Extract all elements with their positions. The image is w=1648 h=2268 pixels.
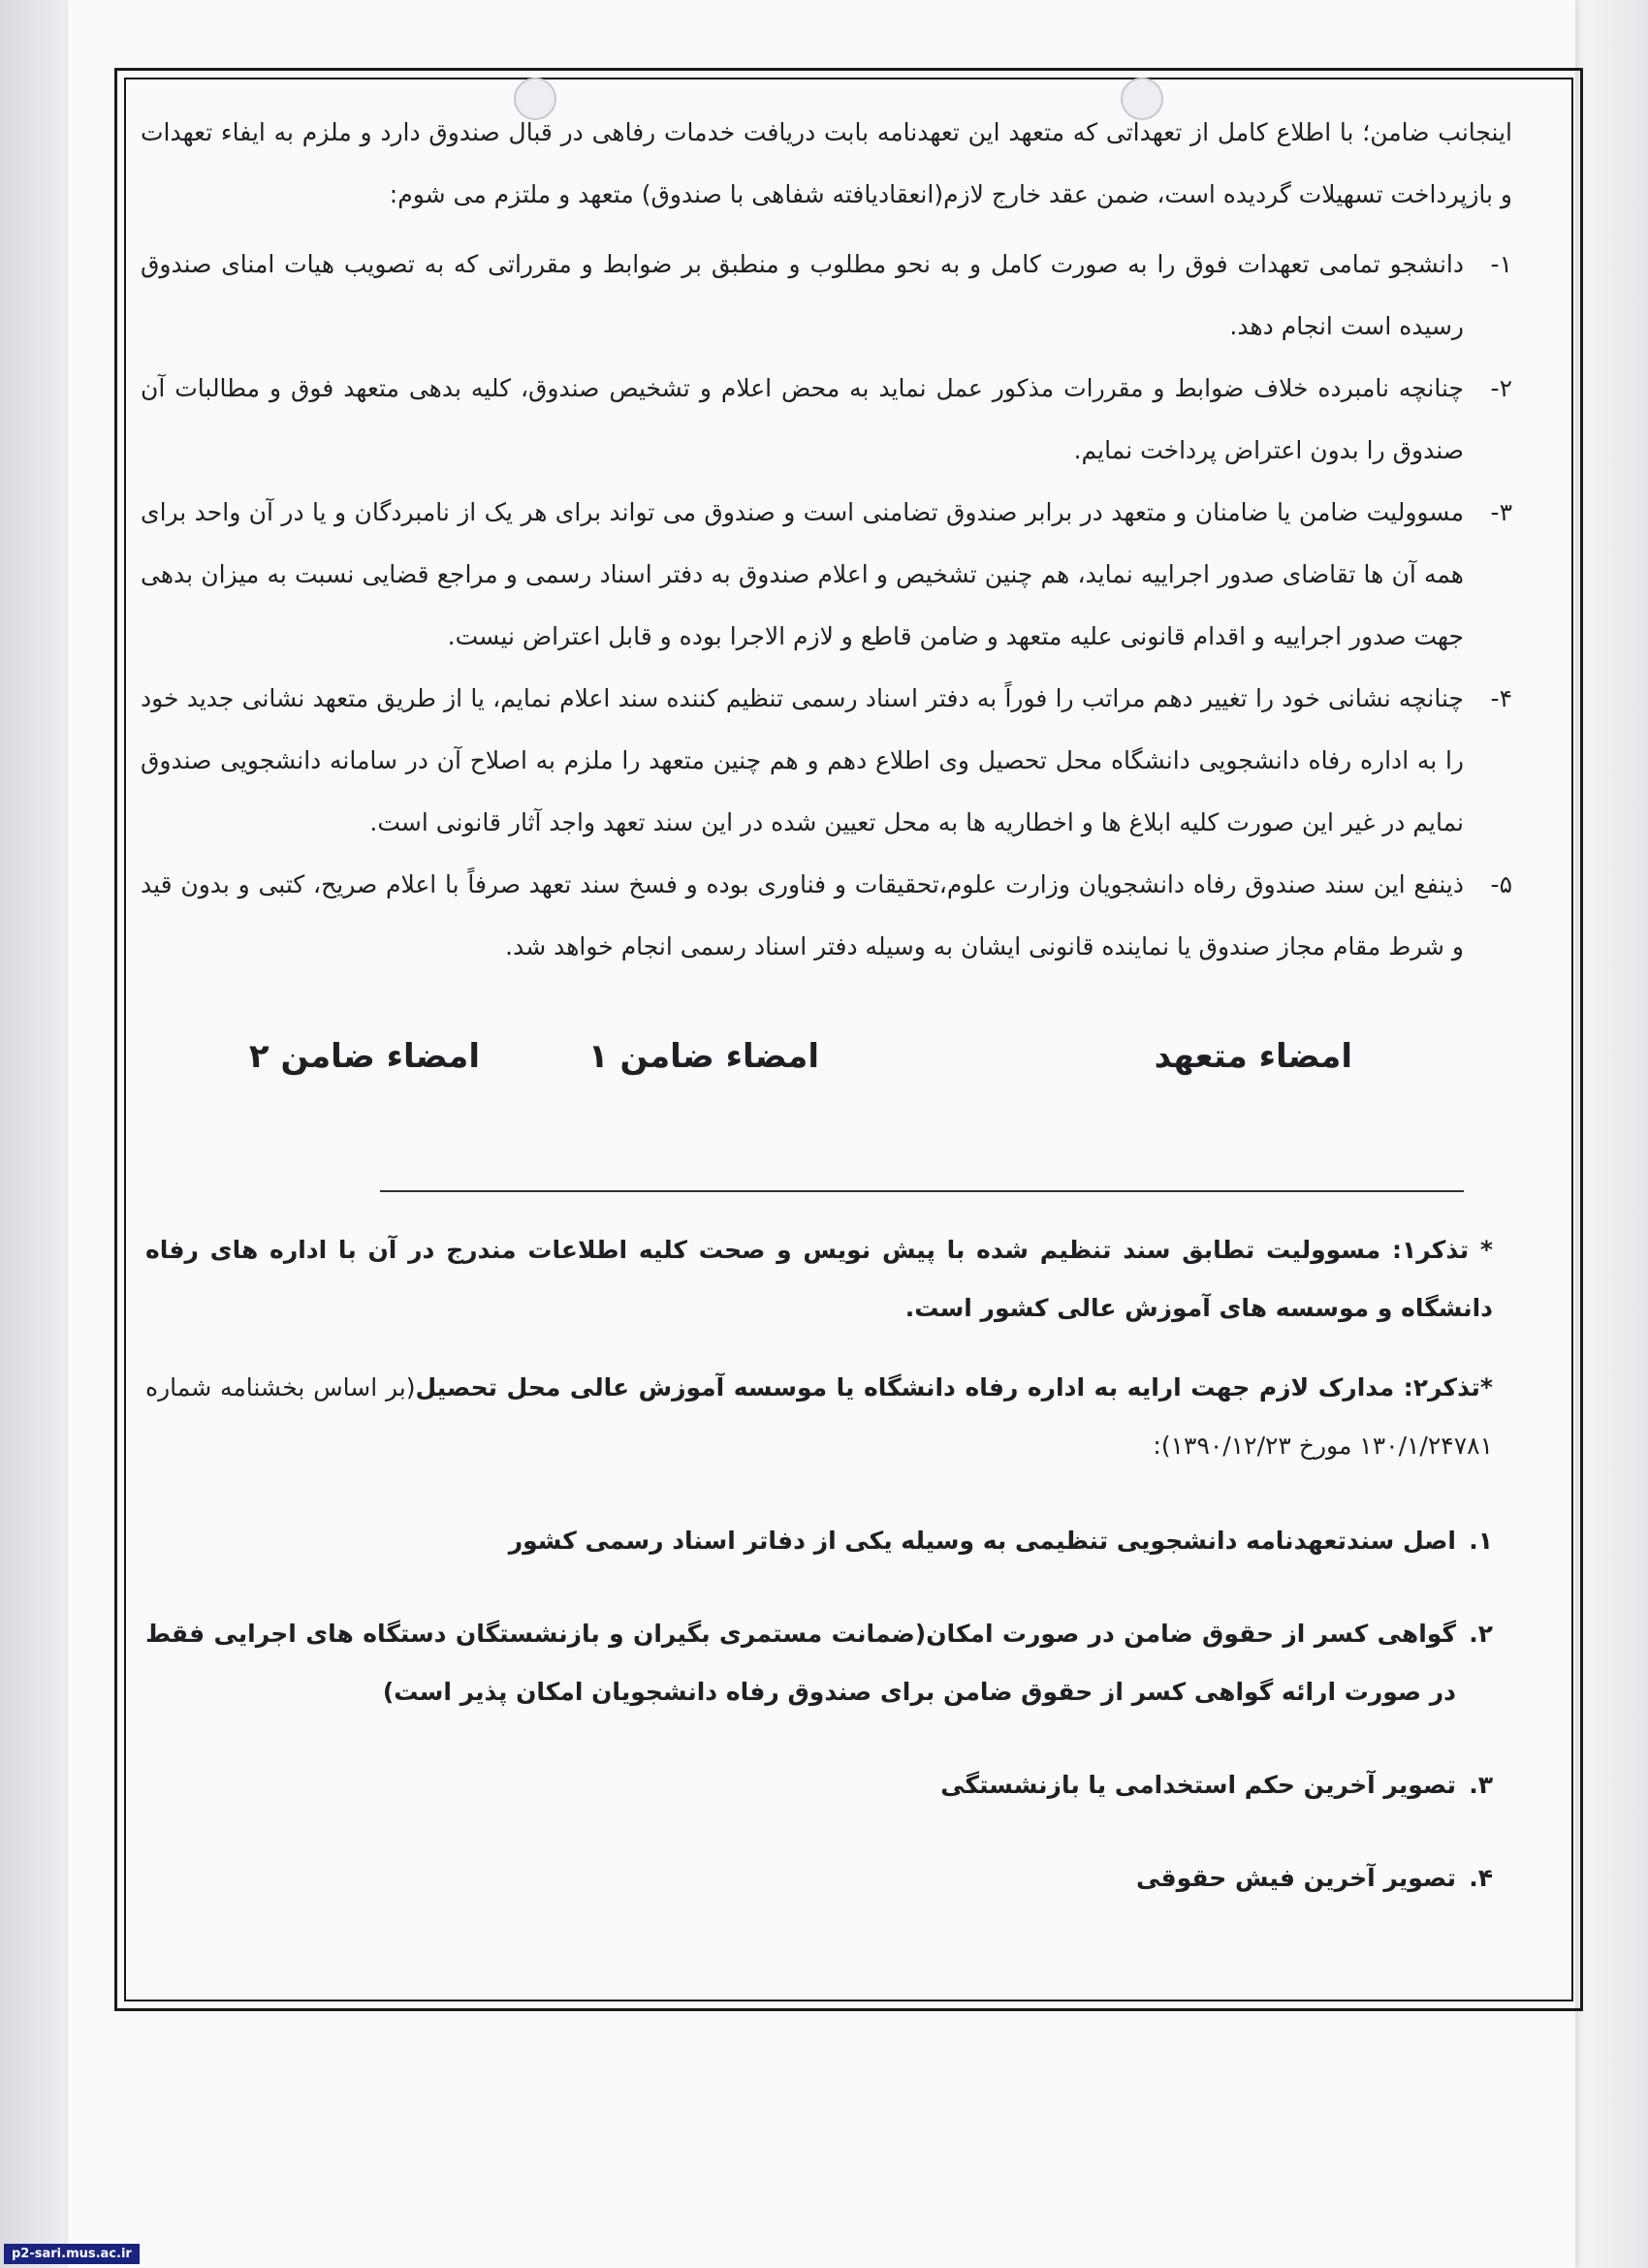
guarantor-1-signature-label: امضاء ضامن ۱: [587, 1037, 819, 1076]
section-divider: [380, 1190, 1464, 1192]
list-item-number: ۴.: [1469, 1864, 1493, 1892]
list-item-text: تصویر آخرین حکم استخدامی یا بازنشستگی: [940, 1771, 1456, 1799]
intro-paragraph: اینجانب ضامن؛ با اطلاع کامل از تعهداتی که متعهد این تعهدنامه بابت دریافت خدمات رفاهی در قبال صندوق دارد و ملزم به ایفاء تعهدات و بازپرداخت تسهیلات گردیده است، ضمن عقد خارج لازم(انعقادیافته شفاهی با صندوق) متعهد و ملتزم می شوم:: [141, 118, 1512, 208]
clause-1: [141, 234, 1512, 358]
note-2: [145, 1359, 1493, 1475]
clause-5: [141, 854, 1512, 978]
note-2-heading: *تذکر۲: مدارک لازم جهت ارایه به اداره رفاه دانشگاه یا موسسه آموزش عالی محل تحصیل: [415, 1373, 1493, 1402]
clause-number: ۲-: [1490, 374, 1512, 402]
site-watermark: p2-sari.mus.ac.ir: [4, 2244, 140, 2264]
clause-text: دانشجو تمامی تعهدات فوق را به صورت کامل و به نحو مطلوب و منطبق بر ضوابط و مقرراتی که به تصویب هیات امنای صندوق رسیده است انجام دهد.: [141, 250, 1464, 340]
scan-edge-left: [0, 0, 68, 2268]
clause-text: مسوولیت ضامن یا ضامنان و متعهد در برابر صندوق تضامنی است و صندوق می تواند برای هر یک از نامبردگان و یا در آن واحد برای همه آن ها تقاضای صدور اجراییه نماید، هم چنین تشخیص و اعلام صندوق به دفتر اسناد رسمی و مراجع قضایی نسبت به میزان بدهی جهت صدور اجراییه و اقدام قانونی علیه متعهد و ضامن قاطع و لازم الاجرا بوده و قابل اعتراض نیست.: [141, 498, 1464, 650]
notes-section: [145, 1221, 1493, 1496]
note-1: * تذکر۱: مسوولیت تطابق سند تنظیم شده با پیش نویس و صحت کلیه اطلاعات مندرج در آن با اداره های رفاه دانشگاه و موسسه های آموزش عالی کشور است.: [145, 1236, 1493, 1322]
list-item: [145, 1849, 1493, 1907]
list-item-number: ۳.: [1469, 1771, 1493, 1799]
list-item: [145, 1605, 1493, 1721]
clause-text: ذینفع این سند صندوق رفاه دانشجویان وزارت علوم،تحقیقات و فناوری بوده و فسخ سند تعهد صرفاً با اعلام صریح، کتبی و بدون قید و شرط مقام مجاز صندوق یا نماینده قانونی ایشان به وسیله دفتر اسناد رسمی انجام خواهد شد.: [141, 870, 1464, 961]
clause-number: ۱-: [1490, 250, 1512, 278]
obligor-signature-label: امضاء متعهد: [1154, 1037, 1352, 1076]
clause-text: چنانچه نشانی خود را تغییر دهم مراتب را فوراً به دفتر اسناد رسمی تنظیم کننده سند اعلام نمایم، یا از طریق متعهد نشانی جدید خود را به اداره رفاه دانشجویی دانشگاه محل تحصیل وی اطلاع دهم و هم چنین متعهد را ملزم به اصلاح آن در سامانه دانشجویی صندوق نمایم در غیر این صورت کلیه ابلاغ ها و اخطاریه ها به محل تعیین شده در این سند تعهد واجد آثار قانونی است.: [141, 684, 1464, 836]
clause-number: ۴-: [1490, 684, 1512, 712]
list-item-number: ۱.: [1469, 1527, 1493, 1555]
clause-4: [141, 668, 1512, 854]
list-item-text: تصویر آخرین فیش حقوقی: [1135, 1864, 1456, 1892]
clause-number: ۳-: [1490, 498, 1512, 526]
list-item: [145, 1756, 1493, 1814]
signature-row: [141, 1037, 1512, 1095]
required-documents-list: [145, 1512, 1493, 1942]
guarantor-2-signature-label: امضاء ضامن ۲: [248, 1037, 480, 1076]
clause-2: [141, 358, 1512, 482]
note-2-reference: (بر اساس بخشنامه شماره ۱۳۰/۱/۲۴۷۸۱ مورخ ۱۳۹۰/۱۲/۲۳):: [145, 1373, 1493, 1460]
list-item-text: گواهی کسر از حقوق ضامن در صورت امکان(ضمانت مستمری بگیران و بازنشستگان دستگاه های اجرایی فقط در صورت ارائه گواهی کسر از حقوق ضامن برای صندوق رفاه دانشجویان امکان پذیر است): [145, 1620, 1456, 1706]
scan-edge-right: [1590, 0, 1648, 2268]
guarantee-text: [141, 102, 1512, 978]
list-item-text: اصل سندتعهدنامه دانشجویی تنظیمی به وسیله یکی از دفاتر اسناد رسمی کشور: [508, 1527, 1456, 1555]
clause-3: [141, 482, 1512, 668]
list-item-number: ۲.: [1469, 1620, 1493, 1648]
clause-number: ۵-: [1490, 870, 1512, 898]
list-item: [145, 1512, 1493, 1570]
clause-text: چنانچه نامبرده خلاف ضوابط و مقررات مذکور عمل نماید به محض اعلام و تشخیص صندوق، کلیه بدهی متعهد فوق و مطالبات آن صندوق را بدون اعتراض پرداخت نمایم.: [141, 374, 1464, 464]
